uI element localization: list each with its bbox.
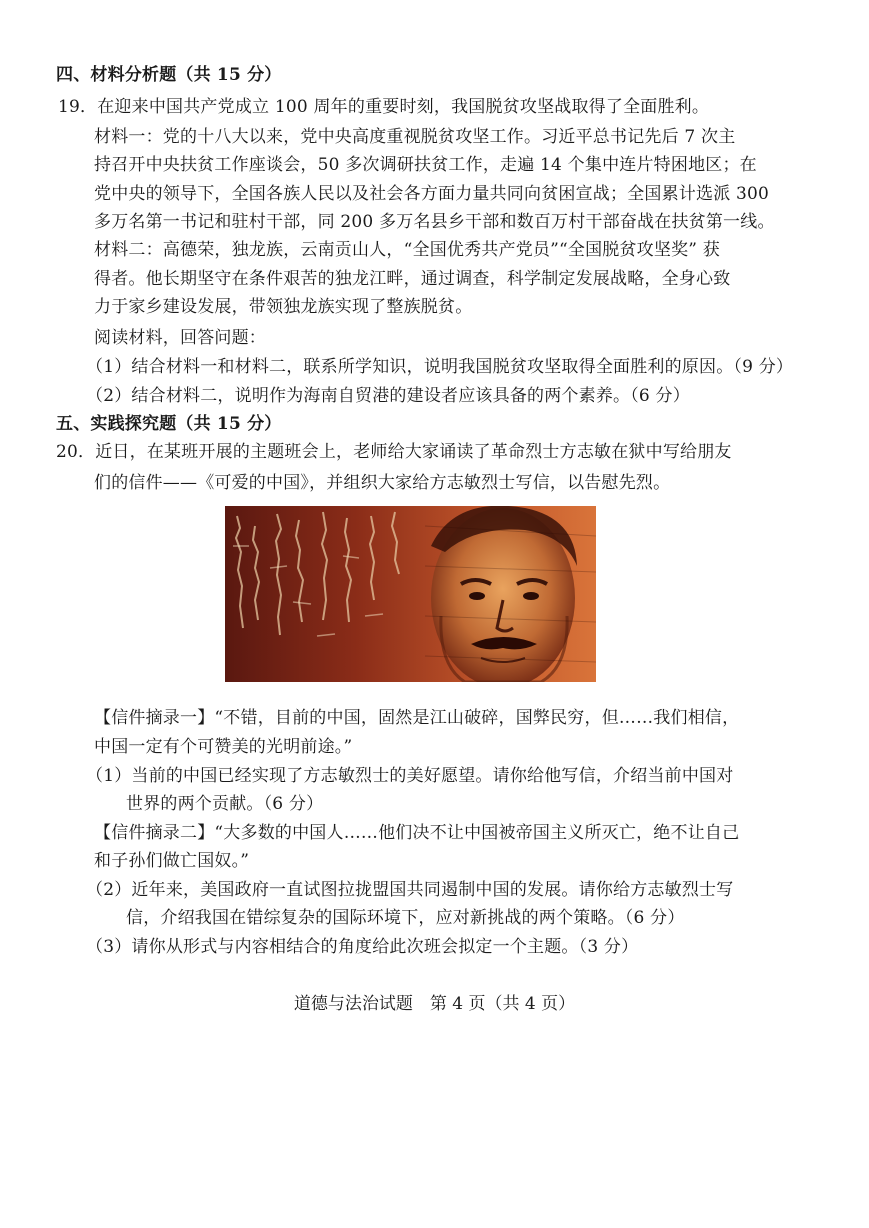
page-footer: 道德与法治试题 第 4 页（共 4 页）	[293, 994, 576, 1014]
section-5-heading: 五、实践探究题（共 15 分）	[56, 414, 282, 434]
q20-stem-line2: 们的信件——《可爱的中国》，并组织大家给方志敏烈士写信，以告慰先烈。	[94, 473, 671, 493]
q19-material2-line3: 力于家乡建设发展，带领独龙族实现了整族脱贫。	[94, 297, 473, 317]
q20-sub3: （3）请你从形式与内容相结合的角度给此次班会拟定一个主题。（3 分）	[86, 937, 639, 957]
q20-excerpt2-line1: 【信件摘录二】“大多数的中国人……他们决不让中国被帝国主义所灭亡，绝不让自己	[94, 823, 740, 843]
q20-excerpt1-line2: 中国一定有个可赞美的光明前途。”	[94, 737, 353, 757]
q19-material2-line2: 得者。他长期坚守在条件艰苦的独龙江畔，通过调查，科学制定发展战略，全身心致	[94, 269, 731, 289]
q19-sub1: （1）结合材料一和材料二，联系所学知识，说明我国脱贫攻坚取得全面胜利的原因。（9 分）	[86, 357, 794, 377]
q19-material1-line2: 持召开中央扶贫工作座谈会，50 多次调研扶贫工作，走遍 14 个集中连片特困地区；在	[94, 155, 757, 175]
q19-sub2: （2）结合材料二，说明作为海南自贸港的建设者应该具备的两个素养。（6 分）	[86, 386, 690, 406]
q19-material2-line1: 材料二：高德荣，独龙族，云南贡山人，“全国优秀共产党员”“全国脱贫攻坚奖” 获	[94, 240, 720, 260]
q20-stem-line1: 20．近日，在某班开展的主题班会上，老师给大家诵读了革命烈士方志敏在狱中写给朋友	[56, 442, 732, 462]
q19-material1-line4: 多万名第一书记和驻村干部，同 200 多万名县乡干部和数百万村干部奋战在扶贫第一线。	[94, 212, 775, 232]
q20-sub2-line2: 信，介绍我国在错综复杂的国际环境下，应对新挑战的两个策略。（6 分）	[126, 908, 685, 928]
q19-material1-line1: 材料一：党的十八大以来，党中央高度重视脱贫攻坚工作。习近平总书记先后 7 次主	[94, 127, 736, 147]
q20-sub2-line1: （2）近年来，美国政府一直试图拉拢盟国共同遏制中国的发展。请你给方志敏烈士写	[86, 880, 734, 900]
q20-excerpt2-line2: 和子孙们做亡国奴。”	[94, 851, 250, 871]
q19-instruction: 阅读材料，回答问题：	[94, 328, 266, 348]
fang-zhimin-portrait-image	[225, 506, 596, 682]
q19-stem: 19．在迎来中国共产党成立 100 周年的重要时刻，我国脱贫攻坚战取得了全面胜利。	[58, 97, 710, 117]
q20-sub1-line2: 世界的两个贡献。（6 分）	[126, 794, 324, 814]
q20-excerpt1-line1: 【信件摘录一】“不错，目前的中国，固然是江山破碎，国弊民穷，但……我们相信，	[94, 708, 740, 728]
section-4-heading: 四、材料分析题（共 15 分）	[56, 65, 282, 85]
q19-material1-line3: 党中央的领导下，全国各族人民以及社会各方面力量共同向贫困宣战；全国累计选派 300	[94, 184, 770, 204]
q20-sub1-line1: （1）当前的中国已经实现了方志敏烈士的美好愿望。请你给他写信，介绍当前中国对	[86, 766, 734, 786]
